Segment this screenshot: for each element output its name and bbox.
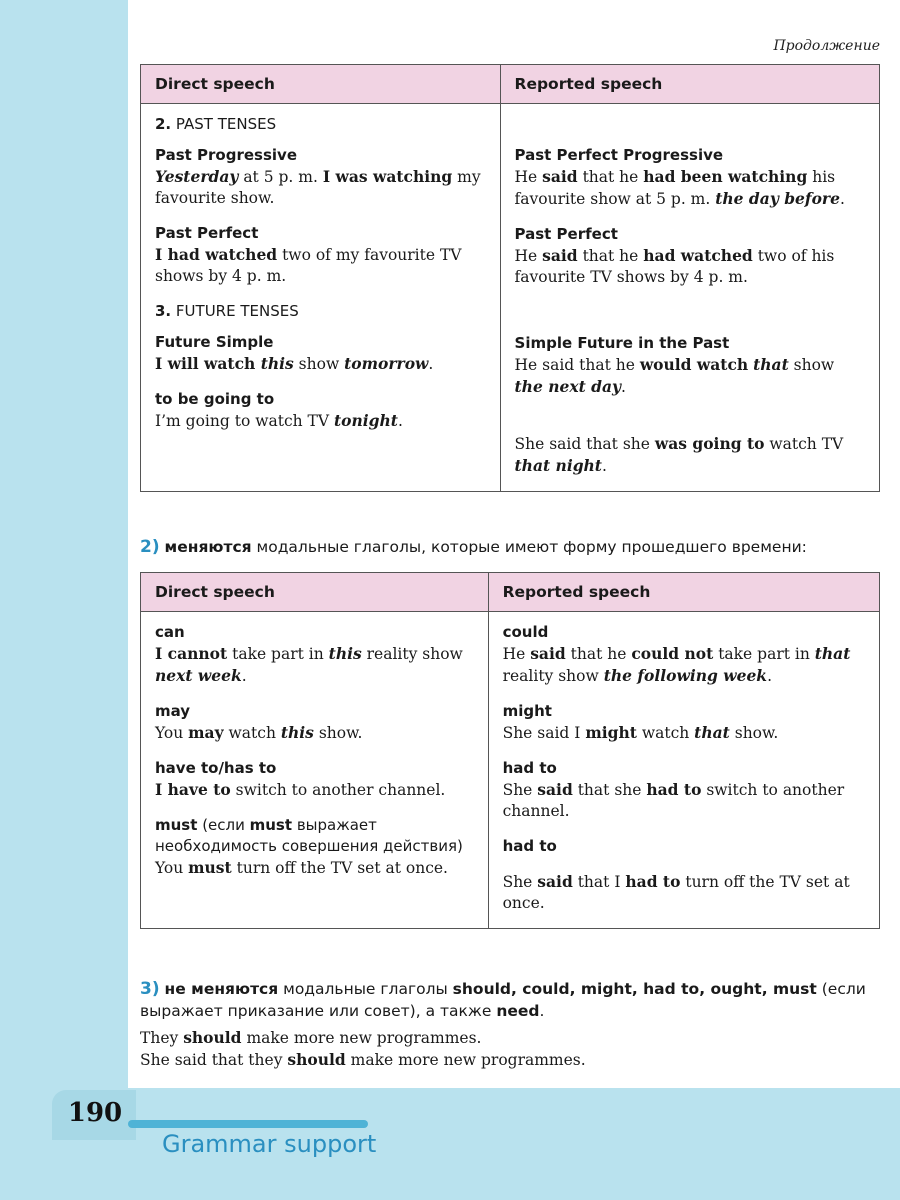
header-direct-speech: Direct speech xyxy=(141,65,501,104)
example-sentence-2: She said that they should make more new programmes. xyxy=(140,1050,586,1069)
page-number: 190 xyxy=(67,1098,123,1128)
modals-table xyxy=(140,572,880,929)
example-future-in-past: Simple Future in the Past He said that he would watch that show the next day. xyxy=(514,334,835,396)
table-row xyxy=(141,104,880,492)
table-header-row xyxy=(141,65,880,104)
example-had-to: had to She said that she had to switch to another channel. xyxy=(502,759,845,820)
example-must: must (если must выражает необходимость совершения действия) You must turn off the TV set at once. xyxy=(155,816,463,877)
reported-speech-cell xyxy=(488,612,879,929)
table-row xyxy=(141,612,880,929)
header-reported-speech: Reported speech xyxy=(500,65,879,104)
rule-point-2: 2) меняются модальные глаголы, которые имеют форму прошедшего времени: xyxy=(140,537,807,557)
continuation-label: Продолжение xyxy=(773,38,880,54)
direct-speech-cell xyxy=(141,612,489,929)
example-past-perfect: Past Perfect I had watched two of my favourite TV shows by 4 p. m. xyxy=(155,224,462,285)
page-margin-band xyxy=(0,0,128,1200)
example-may: may You may watch this show. xyxy=(155,702,363,742)
example-going-to-reported: She said that she was going to watch TV that night. xyxy=(514,434,844,475)
reported-speech-cell xyxy=(500,104,879,492)
example-can: can I cannot take part in this reality show next week. xyxy=(155,623,463,685)
section-heading-future: 3. FUTURE TENSES xyxy=(155,302,299,320)
example-future-simple: Future Simple I will watch this show tomorrow. xyxy=(155,333,434,373)
example-past-progressive: Past Progressive Yesterday at 5 p. m. I was watching my favourite show. xyxy=(155,146,481,207)
header-direct-speech: Direct speech xyxy=(141,573,489,612)
tenses-table xyxy=(140,64,880,492)
example-could: could He said that he could not take part in that reality show the following week. xyxy=(502,623,851,685)
example-must-reported: had to She said that I had to turn off the TV set at once. xyxy=(502,837,850,912)
examples-block xyxy=(140,1027,880,1071)
example-past-perfect-progressive: Past Perfect Progressive He said that he had been watching his favourite show at 5 p. m. the day before. xyxy=(514,146,845,208)
rule-point-3: 3) не меняются модальные глаголы should, could, might, had to, ought, must (если выражает приказание или совет), а также need. xyxy=(140,979,866,1020)
section-heading-past: 2. PAST TENSES xyxy=(155,115,277,133)
example-going-to: to be going to I’m going to watch TV tonight. xyxy=(155,390,403,430)
example-sentence-1: They should make more new programmes. xyxy=(140,1028,482,1047)
footer-rule xyxy=(128,1120,368,1128)
example-past-perfect-reported: Past Perfect He said that he had watched two of his favourite TV shows by 4 p. m. xyxy=(514,225,835,286)
footer-title: Grammar support xyxy=(162,1130,377,1158)
example-have-to: have to/has to I have to switch to another channel. xyxy=(155,759,446,799)
header-reported-speech: Reported speech xyxy=(488,573,879,612)
example-might: might She said I might watch that show. xyxy=(502,702,779,742)
direct-speech-cell xyxy=(141,104,501,492)
table-header-row xyxy=(141,573,880,612)
